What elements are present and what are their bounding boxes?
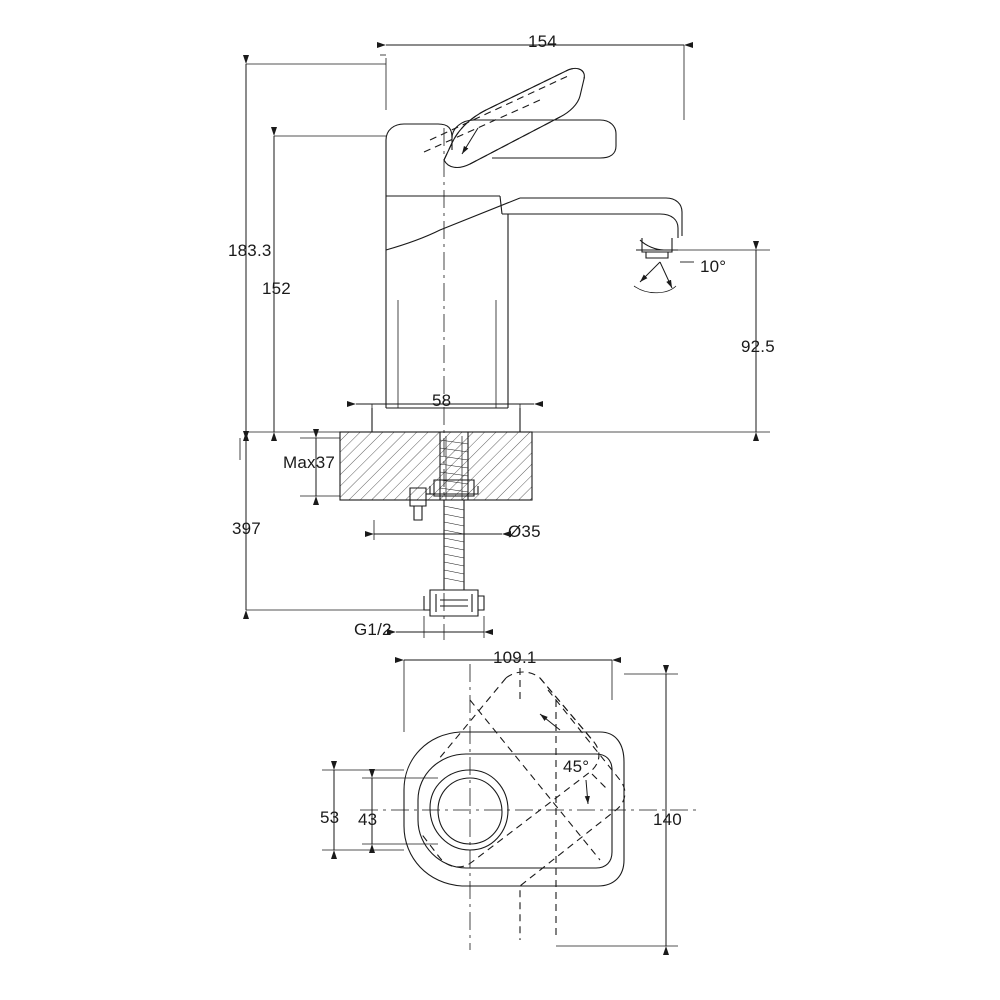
dim-base-width: 58 [432, 391, 452, 410]
dim-total-height: 183.3 [228, 241, 272, 260]
dim-max-counter-thickness: Max37 [283, 453, 336, 472]
dim-plan-width-outer: 53 [320, 808, 340, 827]
top-view-geometry [322, 660, 700, 950]
dim-spout-angle: 10° [700, 257, 727, 276]
dim-hose-length: 397 [232, 519, 261, 538]
dim-body-height: 152 [262, 279, 291, 298]
dim-spout-height: 92.5 [741, 337, 775, 356]
dim-swivel-angle: 45° [563, 757, 590, 776]
dim-mounting-hole-diameter: Ø35 [508, 522, 541, 541]
front-view-geometry [240, 45, 770, 640]
dim-plan-length: 109.1 [493, 648, 537, 667]
dim-connection-thread: G1/2 [354, 620, 392, 639]
dim-plan-width-inner: 43 [358, 810, 378, 829]
dim-plan-depth: 140 [653, 810, 682, 829]
dim-overall-width: 154 [528, 32, 557, 51]
